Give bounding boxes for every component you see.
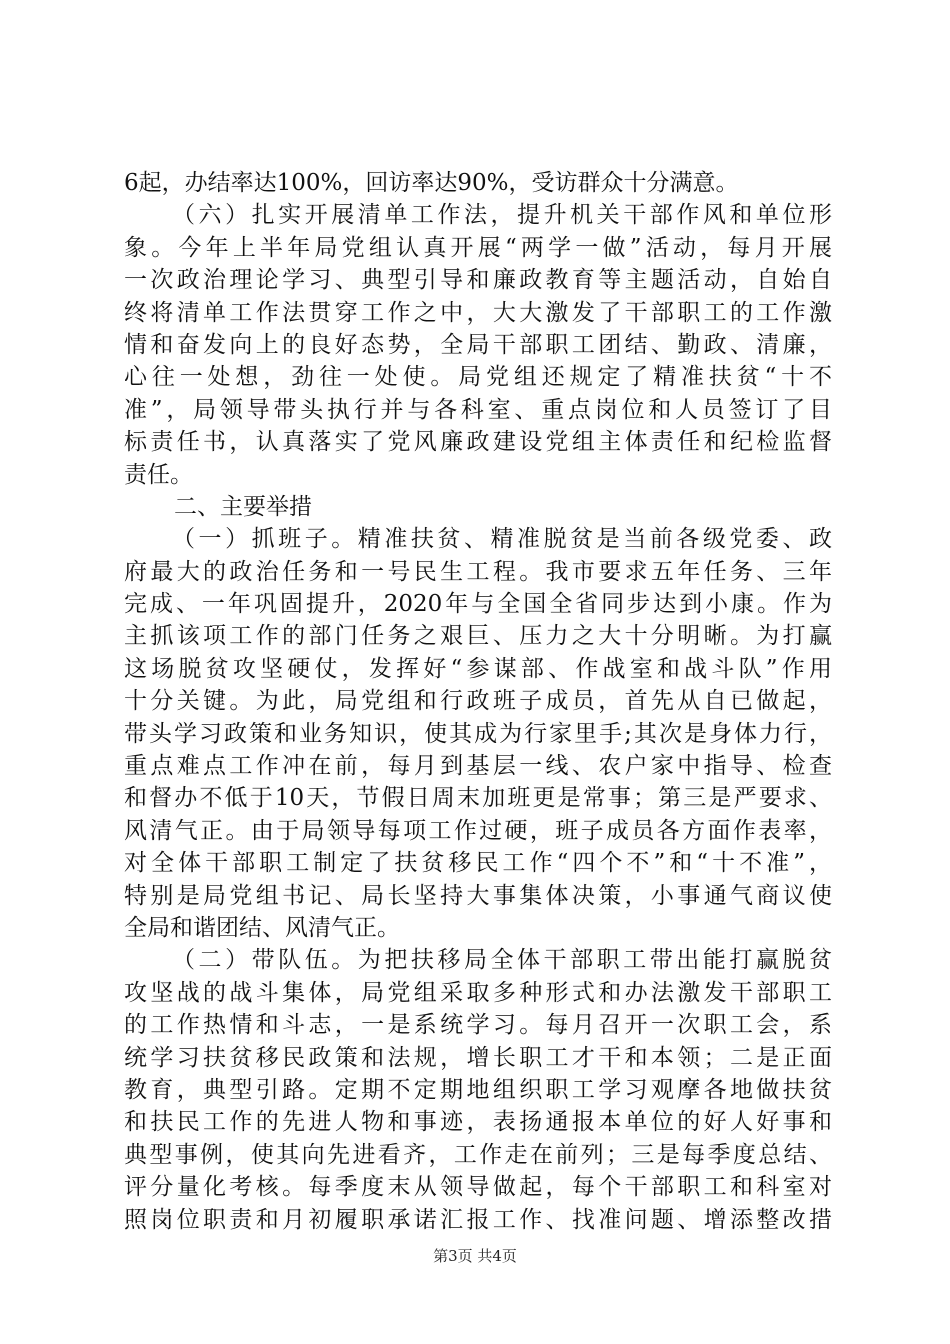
text-line: 特别是局党组书记、局长坚持大事集体决策，小事通气商议使 [124, 882, 832, 909]
text-line: 攻坚战的战斗集体，局党组采取多种形式和办法激发干部职工 [124, 979, 832, 1006]
text-line: 府最大的政治任务和一号民生工程。我市要求五年任务、三年 [124, 558, 832, 585]
text-line: 和扶民工作的先进人物和事迹，表扬通报本单位的好人好事和 [124, 1109, 832, 1136]
section-heading: 二、主要举措 [174, 493, 312, 520]
text-line: 教育，典型引路。定期不定期地组织职工学习观摩各地做扶贫 [124, 1076, 832, 1103]
text-line: 象。今年上半年局党组认真开展“两学一做”活动，每月开展 [124, 234, 832, 261]
text-line: 和督办不低于10天，节假日周末加班更是常事；第三是严要求、 [124, 785, 832, 812]
text-line: 情和奋发向上的良好态势，全局干部职工团结、勤政、清廉， [124, 331, 832, 358]
text-line: 一次政治理论学习、典型引导和廉政教育等主题活动，自始自 [124, 267, 832, 294]
page-number-footer: 第3页 共4页 [433, 1247, 517, 1265]
text-line: 6起，办结率达100%，回访率达90%，受访群众十分满意。 [124, 170, 739, 196]
text-line: 统学习扶贫移民政策和法规，增长职工才干和本领；二是正面 [124, 1044, 832, 1071]
text-line: 照岗位职责和月初履职承诺汇报工作、找准问题、增添整改措 [124, 1206, 832, 1233]
text-line: 完成、一年巩固提升，2020年与全国全省同步达到小康。作为 [124, 591, 832, 618]
text-line: 这场脱贫攻坚硬仗，发挥好“参谋部、作战室和战斗队”作用 [124, 655, 832, 682]
text-line: 风清气正。由于局领导每项工作过硬，班子成员各方面作表率， [124, 817, 832, 844]
text-line: 重点难点工作冲在前，每月到基层一线、农户家中指导、检查 [124, 753, 832, 780]
text-line: 对全体干部职工制定了扶贫移民工作“四个不”和“十不准”， [124, 850, 832, 877]
text-line: 全局和谐团结、风清气正。 [124, 914, 400, 941]
text-line: （二）带队伍。为把扶移局全体干部职工带出能打赢脱贫 [172, 947, 832, 974]
text-line: 终将清单工作法贯穿工作之中，大大激发了干部职工的工作激 [124, 299, 832, 326]
text-line: 责任。 [124, 461, 193, 488]
text-line: 评分量化考核。每季度末从领导做起，每个干部职工和科室对 [124, 1174, 832, 1201]
document-body [124, 167, 832, 1236]
text-line: 心往一处想，劲往一处使。局党组还规定了精准扶贫“十不 [124, 364, 832, 391]
text-line: 主抓该项工作的部门任务之艰巨、压力之大十分明晰。为打赢 [124, 623, 832, 650]
text-line: 十分关键。为此，局党组和行政班子成员，首先从自已做起， [124, 688, 832, 715]
text-line: 典型事例，使其向先进看齐，工作走在前列；三是每季度总结、 [124, 1141, 832, 1168]
text-line: 准”，局领导带头执行并与各科室、重点岗位和人员签订了目 [124, 396, 832, 423]
text-line: （一）抓班子。精准扶贫、精准脱贫是当前各级党委、政 [172, 526, 832, 553]
text-line: 的工作热情和斗志，一是系统学习。每月召开一次职工会，系 [124, 1012, 832, 1039]
text-line: 标责任书，认真落实了党风廉政建设党组主体责任和纪检监督 [124, 429, 832, 456]
text-line: 带头学习政策和业务知识，使其成为行家里手;其次是身体力行， [124, 720, 832, 747]
text-line: （六）扎实开展清单工作法，提升机关干部作风和单位形 [172, 202, 832, 229]
